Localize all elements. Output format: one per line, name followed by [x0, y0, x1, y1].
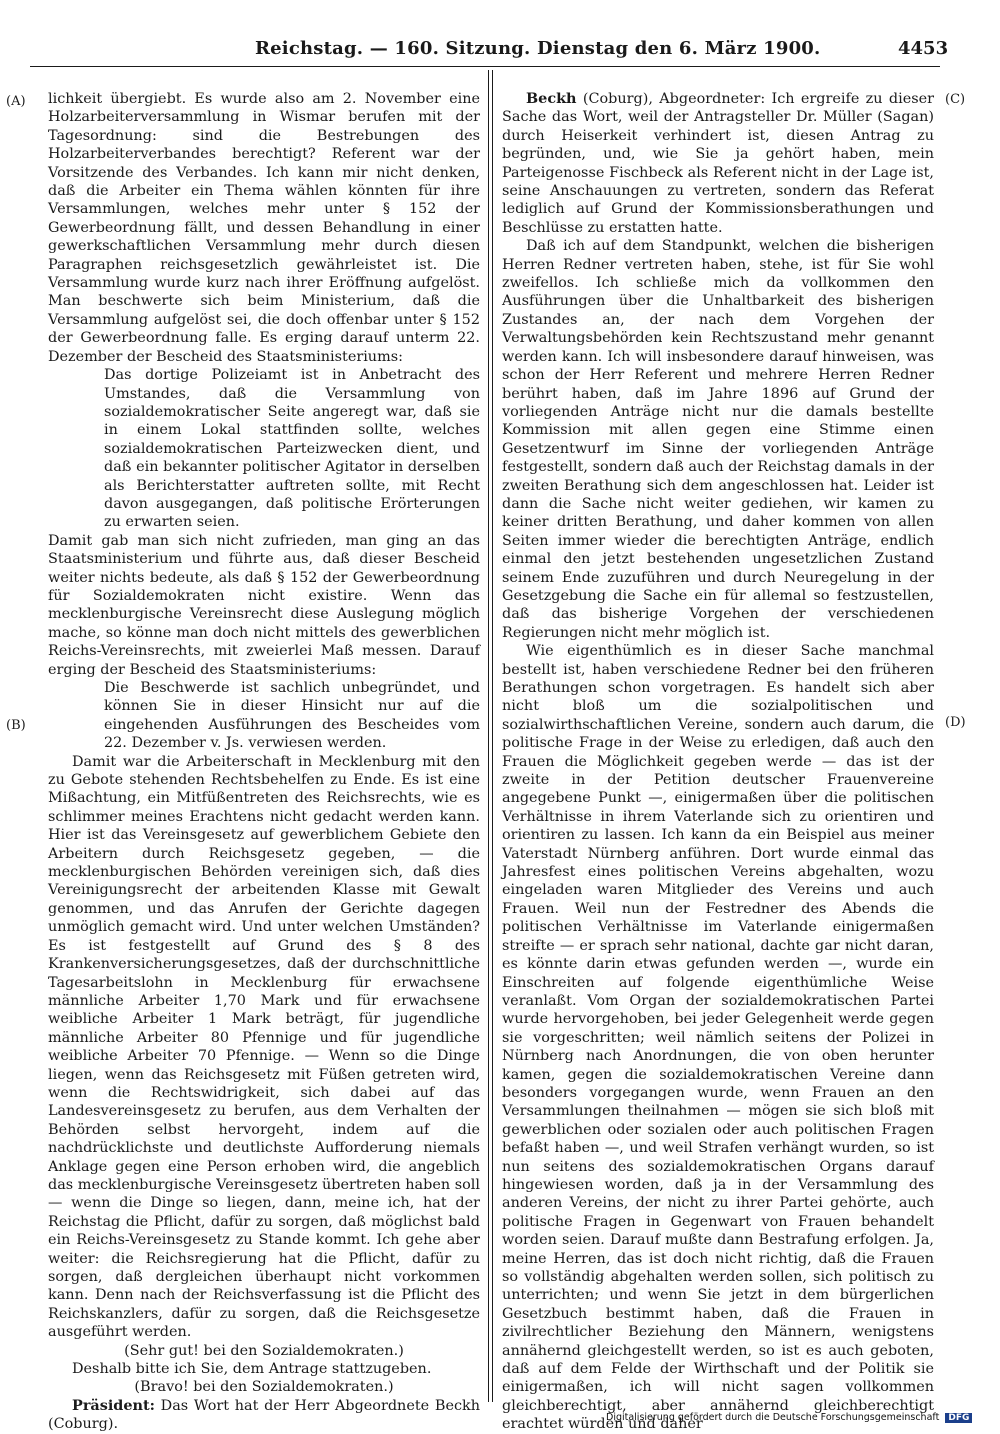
page-number: 4453 [898, 38, 949, 59]
speaker-label: Präsident: [72, 1396, 155, 1414]
margin-mark-b: (B) [6, 718, 26, 733]
margin-mark-c: (C) [945, 92, 966, 107]
running-head: Reichstag. — 160. Sitzung. Dienstag den 6. März 1900. [255, 38, 821, 59]
speaker-text: Das Wort hat der Herr Abgeordnete Beckh (Coburg). [48, 1397, 481, 1433]
quotation: Die Beschwerde ist sachlich unbegründet, und können Sie in dieser Hinsicht nur auf die eingehenden Ausführungen des Bescheides vom 22. Dezember v. Js. verwiesen werden. [104, 680, 480, 752]
quotation: Das dortige Polizeiamt ist in Anbetracht des Umstandes, daß die Versammlung von sozialdemokratischer Seite angeregt war, daß sie in einem Lokal stattfinden sollte, welches sozialdemokratischen Parteizwecken dient, und daß ein bekannter politischer Agitator in derselben als Berichterstatter auftreten sollte, mit Recht davon ausgegangen, daß politische Erörterungen zu erwarten seien. [104, 367, 480, 531]
paragraph: Damit war die Arbeiterschaft in Mecklenburg mit den zu Gebote stehenden Rechtsbehelfen zu Ende. Es ist eine Mißachtung, ein Mitfüßentreten des Reichsrechts, wie es schlimmer meines Erachtens nicht gedacht werden kann. Hier ist das Vereinsgesetz auf gewerblichem Gebiete den Arbeitern durch Reichsgesetz gegeben, — die mecklenburgischen Behörden vereinigen sich, daß dies Vereinigungsrecht der arbeitenden Klasse mit Gewalt genommen, und das Anrufen der Gerichte dagegen unmöglich gemacht wird. Und unter welchen Umständen? Es ist festgestellt auf Grund des § 8 des Krankenversicherungsgesetzes, daß der durchschnittliche Tagesarbeitslohn in Mecklenburg für erwachsene männliche Arbeiter 1,70 Mark und für erwachsene weibliche Arbeiter 1 Mark beträgt, für jugendliche männliche Arbeiter 80 Pfennige und für jugendliche weibliche Arbeiter 70 Pfennige. — Wenn so die Dinge liegen, wenn das Reichsgesetz mit Füßen getreten wird, wenn die Rechtswidrigkeit, sich dabei auf das Landesvereinsgesetz zu berufen, aus dem Verhalten der Behörden selbst hervorgeht, indem auf die nachdrücklichste und deutlichste Aufforderung niemals Anklage gegen eine Person erhoben wird, die angeblich das mecklenburgische Vereinsgesetz übertreten haben soll — wenn die Dinge so liegen, dann, meine ich, hat der Reichstag die Pflicht, dafür zu sorgen, daß möglichst bald ein Reichs-Vereinsgesetz zu Stande kommt. Ich gehe aber weiter: die Reichsregierung hat die Pflicht, dafür zu sorgen, daß dergleichen überhaupt nicht vorkommen kann. Denn nach der Reichsverfassung ist die Pflicht des Reichskanzlers, dafür zu sorgen, daß die Reichsgesetze ausgeführt werden. [48, 753, 480, 1341]
margin-mark-d: (D) [945, 715, 966, 730]
dfg-logo: DFG [945, 1413, 972, 1423]
remark: (Bravo! bei den Sozialdemokraten.) [134, 1379, 394, 1396]
paragraph: Damit gab man sich nicht zufrieden, man ging an das Staatsministerium und führte aus, daß dieser Bescheid weiter nichts bedeute, als daß § 152 der Gewerbeordnung für Sozialdemokraten nicht existire. Wenn das mecklenburgische Vereinsrecht diese Auslegung möglich mache, so könne man doch nicht mittels des gewerblichen Reichs-Vereinsrechts, mit zweierlei Maß messen. Darauf erging der Bescheid des Staatsministeriums: [48, 532, 480, 678]
footer-credit [606, 1412, 972, 1423]
margin-mark-a: (A) [6, 94, 26, 109]
right-column [502, 90, 934, 1434]
column-divider [492, 70, 493, 1402]
paragraph [48, 1397, 480, 1434]
speaker-label: Beckh [526, 90, 577, 107]
page-header [0, 38, 1000, 62]
remark: (Sehr gut! bei den Sozialdemokraten.) [124, 1342, 404, 1359]
footer-text: Digitalisierung gefördert durch die Deutsche Forschungsgemeinschaft [606, 1412, 940, 1423]
paragraph: Wie eigenthümlich es in dieser Sache manchmal bestellt ist, haben verschiedene Redner bei den früheren Berathungen schon vorgetragen. Es handelt sich aber nicht bloß um die sozialpolitischen und sozialwirthschaftlichen Vereine, sondern auch darum, die politische Frage in der Weise zu erledigen, daß auch den Frauen die Möglichkeit gegeben werde — das ist der zweite in der Petition deutscher Frauenvereine angegebene Punkt —, einigermaßen über die politischen Verhältnisse in ihrem Vaterlande sich zu orientiren und orientiren zu lassen. Ich kann da ein Beispiel aus meiner Vaterstadt Nürnberg anführen. Dort wurde einmal das Jahresfest eines politischen Vereins abgehalten, wozu eingeladen waren Mitglieder des Vereins und auch Frauen. Weil nun der Festredner des Abends die politischen Verhältnisse im Vaterlande einigermaßen streifte — er sprach sehr national, dachte gar nicht daran, es könnte darin etwas gefunden werden —, wurde ein Einschreiten auf folgende eigenthümliche Weise veranlaßt. Vom Organ der sozialdemokratischen Partei wurde hervorgehoben, bei jeder Gelegenheit werde gegen sie vorgeschritten; weil nämlich seitens der Polizei in Nürnberg nach Anordnungen, die von oben herunter kamen, gegen die sozialdemokratischen Vereine dann besonders vorgegangen wurde, wenn Frauen an den Versammlungen theilnahmen — mögen sie sich bloß mit gewerblichen oder sozialen oder auch politischen Fragen befaßt haben —, und weil Strafen verhängt wurden, so ist nun seitens des sozialdemokratischen Organs darauf hingewiesen worden, daß ja in der Versammlung des anderen Vereins, der nicht zu ihrer Partei gehörte, auch politische Fragen in Gegenwart von Frauen behandelt worden seien. Darauf mußte dann Bestrafung erfolgen. Ja, meine Herren, das ist doch nicht richtig, daß die Frauen so vollständig abgehalten werden sollen, sich politisch zu unterrichten; und wenn Sie jetzt in dem bürgerlichen Gesetzbuch bestimmt haben, daß die Frauen in zivilrechtlicher Beziehung den Männern, wenigstens annähernd gleichgestellt werden, so ist es auch geboten, daß auf dem Felde der Wirthschaft und der Politik sie einigermaßen, ich will nicht sagen vollkommen gleichberechtigt, aber annähernd gleichberechtigt erachtet würden und daher [502, 643, 934, 1433]
left-column [48, 90, 480, 1434]
paragraph [502, 90, 934, 237]
header-rule [30, 66, 940, 67]
column-divider [488, 70, 489, 1402]
speaker-text: (Coburg), Abgeordneter: Ich ergreife zu dieser Sache das Wort, weil der Antragsteller Dr. Müller (Sagan) durch Heiserkeit verhindert ist, diesen Antrag zu begründen, und, wie Sie ja gehört haben, mein Parteigenosse Fischbeck als Referent nicht in der Lage ist, seine Anschauungen zu vertreten, sondern das Referat lediglich auf Grund der Kommissionsberathungen und Beschlüsse zu erstatten hatte. [502, 91, 934, 236]
paragraph: Deshalb bitte ich Sie, dem Antrage stattzugeben. [72, 1361, 432, 1378]
paragraph: Daß ich auf dem Standpunkt, welchen die bisherigen Herren Redner vertreten haben, stehe, ist für Sie wohl zweifellos. Ich schließe mich da vollkommen den Ausführungen über die Unhaltbarkeit des bisherigen Zustandes an, der nach dem Vorgehen der Verwaltungsbehörden kein Rechtszustand mehr genannt werden kann. Ich will insbesondere darauf hinweisen, was schon der Herr Referent und mehrere Herren Redner berührt haben, daß im Jahre 1896 auf Grund der vorliegenden Anträge nicht nur die damals bestellte Kommission mit allen gegen eine Stimme einen Gesetzentwurf im Sinne der vorliegenden Anträge festgestellt, sondern daß auch der Reichstag damals in der zweiten Berathung sich dem angeschlossen hat. Leider ist dann die Sache nicht weiter gediehen, wir kamen zu keiner dritten Berathung, und daher kommen von allen Seiten immer wieder die berechtigten Anträge, endlich einmal den jetzt bestehenden ungesetzlichen Zustand seinem Ende zuzuführen und durch Neuregelung in der Gesetzgebung die Sache ein für allemal so festzustellen, daß das bisherige Vorgehen der verschiedenen Regierungen nicht mehr möglich ist. [502, 238, 934, 641]
paragraph: lichkeit übergiebt. Es wurde also am 2. November eine Holzarbeiterversammlung in Wismar berufen mit der Tagesordnung: sind die Bestrebungen des Holzarbeiterverbandes berechtigt? Referent war der Vorsitzende des Verbandes. Ich kann mir nicht denken, daß die Arbeiter ein Thema wählen könnten für ihre Versammlungen, welches mehr unter § 152 der Gewerbeordnung fällt, und dessen Behandlung in einer gewerkschaftlichen Versammlung mehr durch diesen Paragraphen reichsgesetzlich gewährleistet ist. Die Versammlung wurde kurz nach ihrer Eröffnung aufgelöst. Man beschwerte sich beim Ministerium, daß die Versammlung aufgelöst sei, die doch offenbar unter § 152 der Gewerbeordnung falle. Es erging darauf unterm 22. Dezember der Bescheid des Staatsministeriums: [48, 91, 480, 365]
